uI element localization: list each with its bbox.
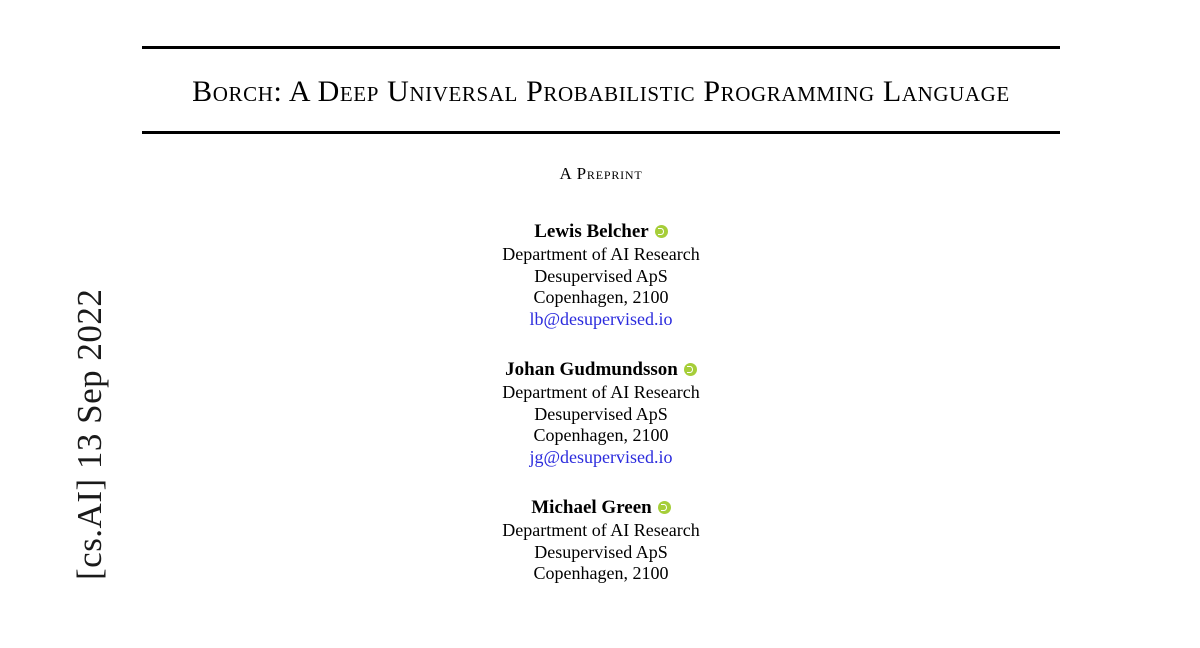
author-block bbox=[142, 220, 1060, 330]
page-title: Borch: A Deep Universal Probabilistic Programming Language bbox=[192, 75, 1010, 108]
title-rule-top bbox=[142, 46, 1060, 49]
author-organization: Desupervised ApS bbox=[534, 265, 668, 286]
orcid-icon[interactable] bbox=[655, 225, 668, 238]
orcid-icon[interactable] bbox=[684, 363, 697, 376]
author-list bbox=[142, 220, 1060, 585]
preprint-label: A Preprint bbox=[559, 164, 643, 183]
author-name: Lewis Belcher bbox=[534, 221, 649, 242]
author-location: Copenhagen, 2100 bbox=[533, 563, 669, 583]
paper-page bbox=[142, 0, 1060, 648]
author-department: Department of AI Research bbox=[502, 520, 700, 540]
author-department: Department of AI Research bbox=[502, 244, 700, 264]
author-name: Michael Green bbox=[531, 497, 652, 518]
title-rule-bottom bbox=[142, 131, 1060, 134]
orcid-icon[interactable] bbox=[658, 501, 671, 514]
author-email[interactable]: lb@desupervised.io bbox=[529, 308, 673, 329]
author-location: Copenhagen, 2100 bbox=[533, 287, 669, 307]
author-organization: Desupervised ApS bbox=[534, 403, 668, 424]
author-name-row bbox=[142, 220, 1060, 244]
author-location: Copenhagen, 2100 bbox=[533, 425, 669, 445]
author-block bbox=[142, 496, 1060, 585]
arxiv-stamp-text: [cs.AI] 13 Sep 2022 bbox=[70, 288, 109, 580]
author-department: Department of AI Research bbox=[502, 382, 700, 402]
author-name-row bbox=[142, 358, 1060, 382]
arxiv-stamp bbox=[0, 0, 110, 648]
author-organization: Desupervised ApS bbox=[534, 541, 668, 562]
author-name: Johan Gudmundsson bbox=[505, 359, 678, 380]
author-block bbox=[142, 358, 1060, 468]
author-name-row bbox=[142, 496, 1060, 520]
author-email[interactable]: jg@desupervised.io bbox=[529, 446, 673, 467]
